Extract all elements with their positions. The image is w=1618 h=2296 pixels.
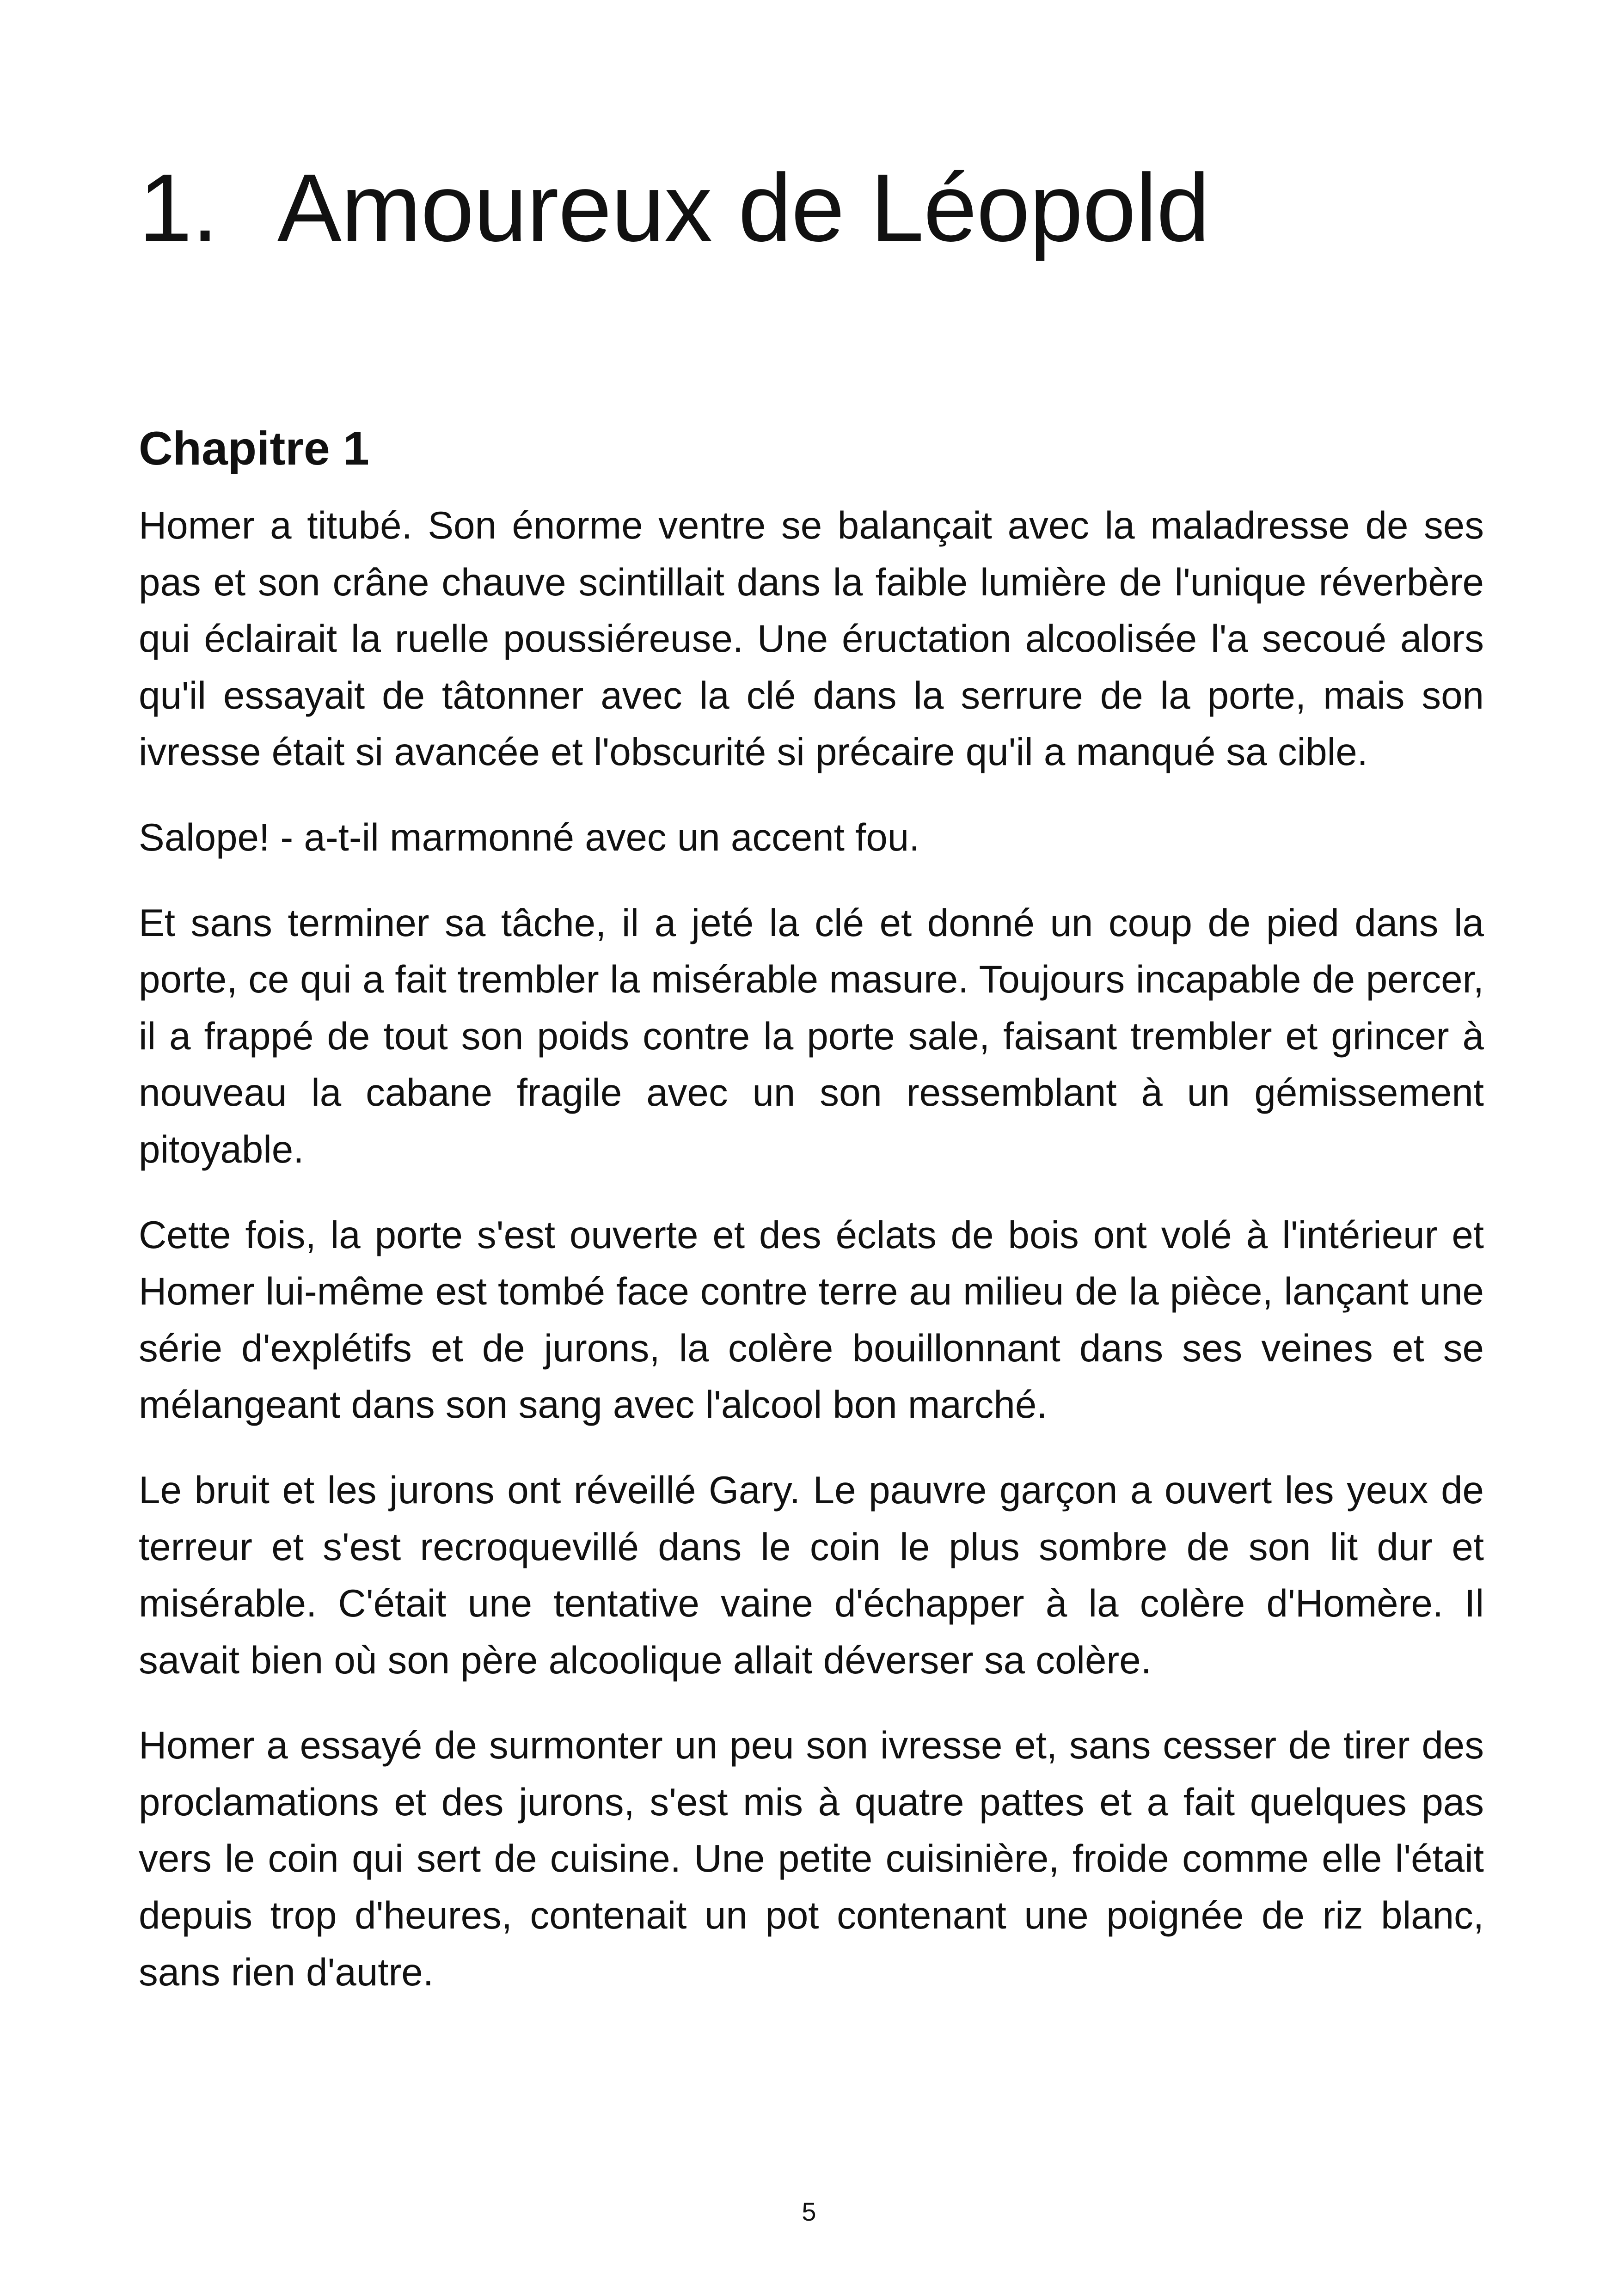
page-number: 5 (802, 2197, 816, 2226)
paragraph-6: Homer a essayé de surmonter un peu son ivresse et, sans cesser de tirer des proclamations et des jurons, s'est mis à quatre pattes et a fait quelques pas vers le coin qui sert de cuisine. Une petite cuisinière, froide comme elle l'était depuis trop d'heures, contenait un pot contenant une poignée de riz blanc, sans rien d'autre. (139, 1723, 1484, 1994)
paragraph-5: Le bruit et les jurons ont réveillé Gary. Le pauvre garçon a ouvert les yeux de terreur et s'est recroquevillé dans le coin le plus sombre de son lit dur et misérable. C'était une tentative vaine d'échapper à la colère d'Homère. Il savait bien où son père alcoolique allait déverser sa colère. (139, 1468, 1484, 1682)
book-title-number: 1. (139, 154, 218, 262)
paragraph-2: Salope! - a-t-il marmonné avec un accent fou. (139, 815, 920, 859)
paragraph-4: Cette fois, la porte s'est ouverte et des éclats de bois ont volé à l'intérieur et Homer lui-même est tombé face contre terre au milieu de la pièce, lançant une série d'explétifs et de jurons, la colère bouillonnant dans ses veines et se mélangeant dans son sang avec l'alcool bon marché. (139, 1212, 1484, 1427)
paragraph-1: Homer a titubé. Son énorme ventre se balançait avec la maladresse de ses pas et son crâne chauve scintillait dans la faible lumière de l'unique réverbère qui éclairait la ruelle poussiéreuse. Une éructation alcoolisée l'a secoué alors qu'il essayait de tâtonner avec la clé dans la serrure de la porte, mais son ivresse était si avancée et l'obscurité si précaire qu'il a manqué sa cible. (139, 503, 1484, 774)
chapter-body (139, 497, 1484, 2029)
chapter-heading: Chapitre 1 (139, 422, 369, 475)
book-title (139, 148, 1209, 268)
book-title-text: Amoureux de Léopold (277, 154, 1210, 262)
paragraph-3: Et sans terminer sa tâche, il a jeté la clé et donné un coup de pied dans la porte, ce qui a fait trembler la misérable masure. Toujours incapable de percer, il a frappé de tout son poids contre la porte sale, faisant trembler et grincer à nouveau la cabane fragile avec un son ressemblant à un gémissement pitoyable. (139, 900, 1484, 1171)
